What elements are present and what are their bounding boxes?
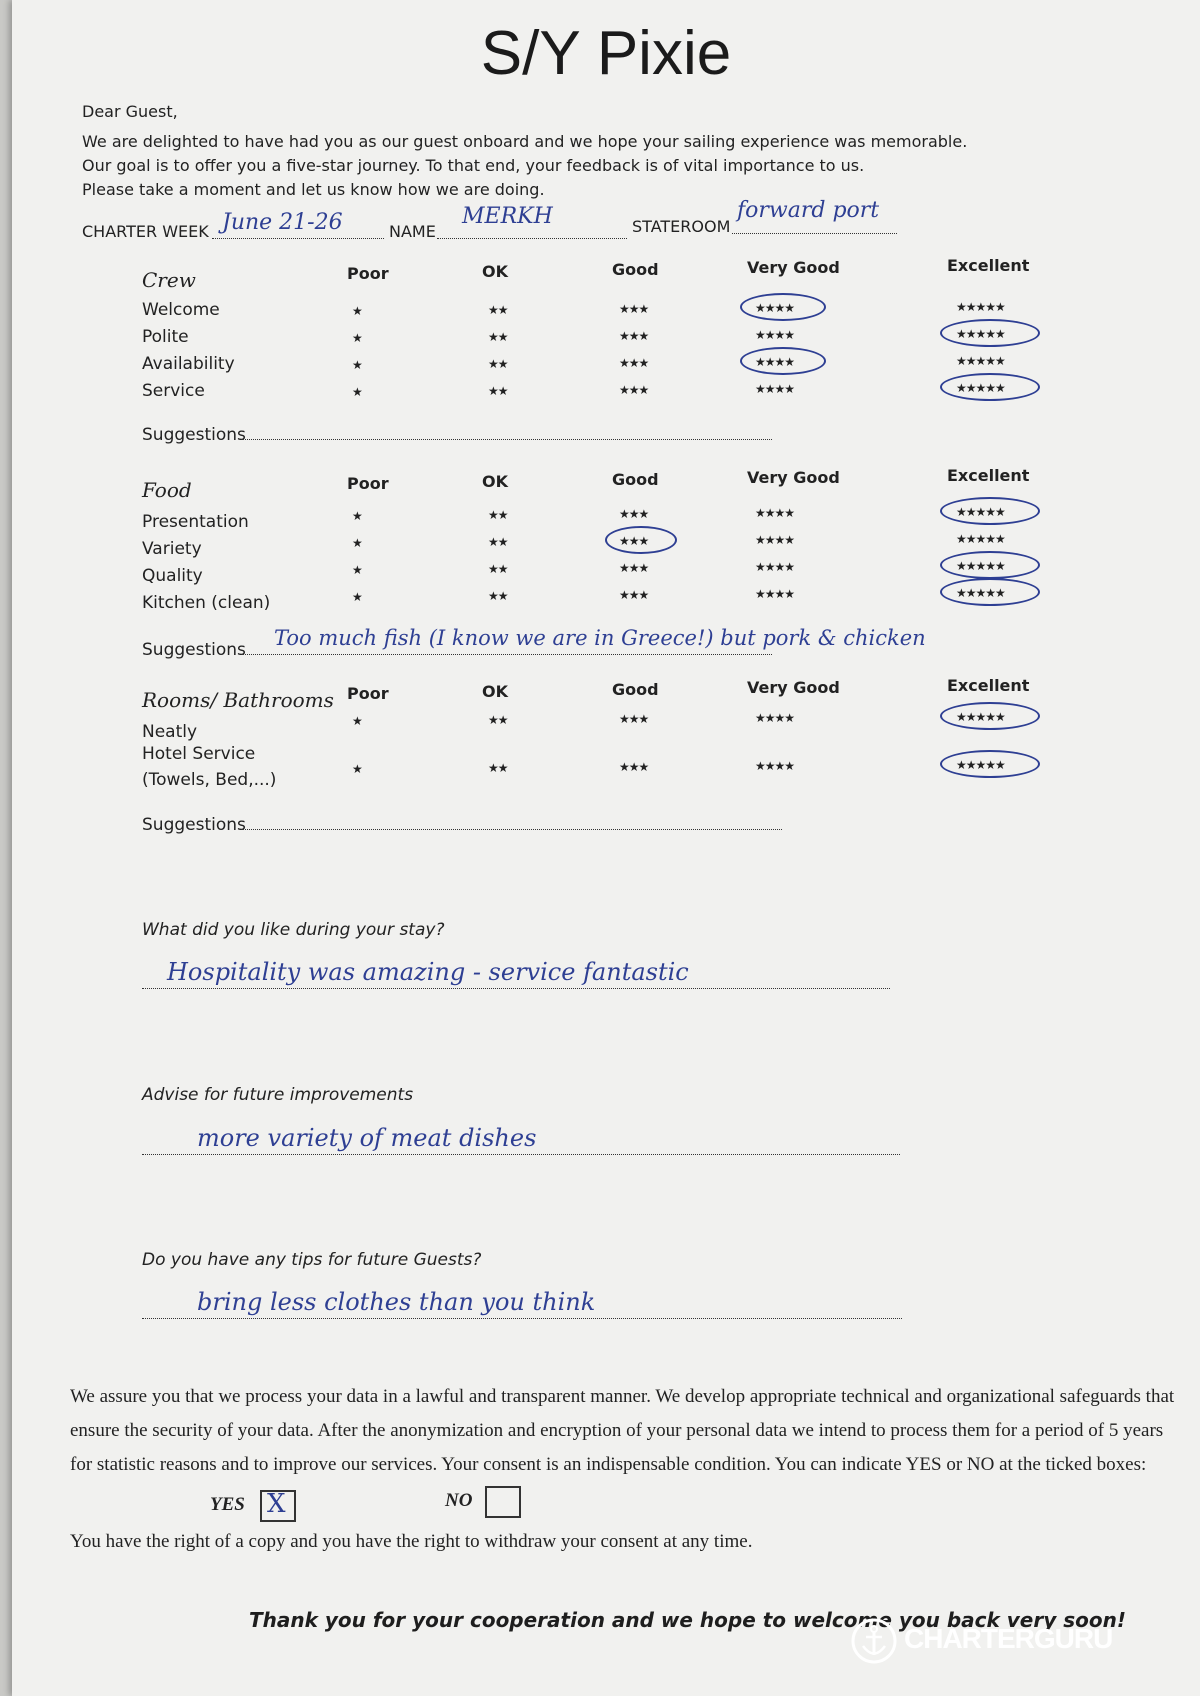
name-label: NAME — [389, 222, 436, 241]
rating-stars[interactable]: ★★★★★ — [956, 381, 1005, 395]
row-label: Variety — [142, 539, 202, 559]
yes-label: YES — [210, 1494, 245, 1515]
row-label: Presentation — [142, 512, 249, 532]
yes-check-mark: X — [267, 1489, 286, 1519]
suggestions-line-rooms — [242, 829, 782, 830]
charterguru-logo: CHARTERGURU — [904, 1623, 1113, 1654]
row-label: Hotel Service — [142, 744, 256, 764]
row-label: Polite — [142, 327, 189, 347]
tips-question: Do you have any tips for future Guests? — [142, 1250, 482, 1270]
rating-stars[interactable]: ★★★★★ — [956, 532, 1005, 546]
column-header-poor: Poor — [347, 264, 389, 283]
column-header-very-good: Very Good — [747, 678, 840, 697]
rating-stars[interactable]: ★★ — [488, 330, 508, 344]
rating-stars[interactable]: ★★★★★ — [956, 559, 1005, 573]
column-header-ok: OK — [482, 262, 508, 281]
rating-stars[interactable]: ★★ — [488, 384, 508, 398]
rating-stars[interactable]: ★★ — [488, 303, 508, 317]
selected-rating-circle — [940, 578, 1040, 606]
column-header-good: Good — [612, 260, 659, 279]
section-title-rooms: Rooms/ Bathrooms — [142, 688, 334, 712]
column-header-excellent: Excellent — [947, 466, 1030, 485]
selected-rating-circle — [940, 373, 1040, 401]
selected-rating-circle — [605, 526, 677, 554]
row-label: Service — [142, 381, 205, 401]
yes-checkbox[interactable] — [260, 1490, 296, 1522]
selected-rating-circle — [940, 551, 1040, 579]
rating-stars[interactable]: ★★★★ — [755, 711, 795, 725]
row-label: Kitchen (clean) — [142, 593, 271, 613]
no-checkbox[interactable] — [485, 1486, 521, 1518]
suggestions-label-crew: Suggestions — [142, 425, 246, 445]
column-header-ok: OK — [482, 682, 508, 701]
selected-rating-circle — [940, 497, 1040, 525]
suggestions-answer-food[interactable]: Too much fish (I know we are in Greece!) but pork & chicken — [274, 626, 926, 650]
section-title-food: Food — [142, 478, 192, 502]
rating-stars[interactable]: ★★★★★ — [956, 586, 1005, 600]
rating-stars[interactable]: ★★★★★ — [956, 710, 1005, 724]
rating-stars[interactable]: ★★★ — [619, 534, 649, 548]
rating-stars[interactable]: ★★ — [488, 357, 508, 371]
rating-stars[interactable]: ★★★ — [619, 760, 649, 774]
consent-line-3: for statistic reasons and to improve our services. Your consent is an indispensable condition. You can indicate YES or NO at the ticked boxes: — [70, 1454, 1147, 1475]
column-header-very-good: Very Good — [747, 258, 840, 277]
name-value[interactable]: MERKH — [462, 204, 553, 229]
rating-stars[interactable]: ★★★★★ — [956, 505, 1005, 519]
name-line — [437, 238, 627, 239]
liked-question: What did you like during your stay? — [142, 920, 445, 940]
rating-stars[interactable]: ★★ — [488, 508, 508, 522]
consent-rights: You have the right of a copy and you have the right to withdraw your consent at any time. — [70, 1531, 753, 1552]
suggestions-line-crew — [242, 439, 772, 440]
row-label: Availability — [142, 354, 235, 374]
improve-question: Advise for future improvements — [142, 1085, 414, 1105]
charter-week-value[interactable]: June 21-26 — [222, 210, 343, 235]
no-label: NO — [445, 1490, 473, 1511]
feedback-form-page — [12, 0, 1200, 1696]
rating-stars[interactable]: ★ — [352, 304, 362, 318]
rating-stars[interactable]: ★★★ — [619, 507, 649, 521]
rating-stars[interactable]: ★★★★ — [755, 560, 795, 574]
suggestions-line-food — [242, 654, 772, 655]
liked-answer[interactable]: Hospitality was amazing - service fantastic — [167, 958, 689, 986]
rating-stars[interactable]: ★★ — [488, 589, 508, 603]
column-header-excellent: Excellent — [947, 256, 1030, 275]
charter-week-line — [212, 238, 384, 239]
rating-stars[interactable]: ★★ — [488, 761, 508, 775]
rating-stars[interactable]: ★★★ — [619, 329, 649, 343]
intro-line-1: We are delighted to have had you as our guest onboard and we hope your sailing experience was memorable. — [82, 132, 968, 151]
row-label: Neatly — [142, 722, 198, 742]
rating-stars[interactable]: ★★★★ — [755, 382, 795, 396]
rating-stars[interactable]: ★★★★ — [755, 533, 795, 547]
selected-rating-circle — [740, 293, 826, 321]
rating-stars[interactable]: ★ — [352, 358, 362, 372]
rating-stars[interactable]: ★★★★ — [755, 587, 795, 601]
rating-stars[interactable]: ★★ — [488, 535, 508, 549]
rating-stars[interactable]: ★★★★ — [755, 506, 795, 520]
rating-stars[interactable]: ★★★★ — [755, 355, 795, 369]
yacht-title: S/Y Pixie — [480, 19, 732, 88]
consent-line-1: We assure you that we process your data in a lawful and transparent manner. We develop appropriate technical and organizational safeguards that — [70, 1386, 1175, 1407]
column-header-ok: OK — [482, 472, 508, 491]
stateroom-label: STATEROOM — [632, 217, 731, 236]
stateroom-line — [732, 233, 897, 234]
rating-stars[interactable]: ★ — [352, 509, 362, 523]
rating-stars[interactable]: ★ — [352, 714, 362, 728]
row-label: Welcome — [142, 300, 220, 320]
selected-rating-circle — [940, 702, 1040, 730]
rating-stars[interactable]: ★★★ — [619, 712, 649, 726]
thanks-message: Thank you for your cooperation and we hope to welcome you back very soon! — [249, 1608, 1126, 1632]
rating-stars[interactable]: ★★★★ — [755, 759, 795, 773]
liked-line — [142, 988, 890, 989]
rating-stars[interactable]: ★ — [352, 590, 362, 604]
rating-stars[interactable]: ★ — [352, 536, 362, 550]
greeting: Dear Guest, — [82, 102, 178, 121]
rating-stars[interactable]: ★★ — [488, 713, 508, 727]
consent-line-2: ensure the security of your data. After the anonymization and encryption of your personal data we intend to process them for a period of 5 years — [70, 1420, 1164, 1441]
section-title-crew: Crew — [142, 268, 196, 292]
column-header-good: Good — [612, 470, 659, 489]
column-header-poor: Poor — [347, 684, 389, 703]
rating-stars[interactable]: ★★★ — [619, 383, 649, 397]
improve-answer[interactable]: more variety of meat dishes — [197, 1124, 537, 1152]
charter-week-label: CHARTER WEEK — [82, 222, 209, 241]
suggestions-label-rooms: Suggestions — [142, 815, 246, 835]
column-header-very-good: Very Good — [747, 468, 840, 487]
rating-stars[interactable]: ★ — [352, 563, 362, 577]
rating-stars[interactable]: ★★★★★ — [956, 300, 1005, 314]
rating-stars[interactable]: ★★★★★ — [956, 354, 1005, 368]
tips-line — [142, 1318, 902, 1319]
rating-stars[interactable]: ★ — [352, 385, 362, 399]
intro-line-2: Our goal is to offer you a five-star journey. To that end, your feedback is of vital importance to us. — [82, 156, 865, 175]
rating-stars[interactable]: ★★★★★ — [956, 758, 1005, 772]
rating-stars[interactable]: ★ — [352, 331, 362, 345]
suggestions-label-food: Suggestions — [142, 640, 246, 660]
tips-answer[interactable]: bring less clothes than you think — [197, 1288, 596, 1316]
improve-line — [142, 1154, 900, 1155]
intro-line-3: Please take a moment and let us know how we are doing. — [82, 180, 545, 199]
column-header-excellent: Excellent — [947, 676, 1030, 695]
column-header-good: Good — [612, 680, 659, 699]
column-header-poor: Poor — [347, 474, 389, 493]
rating-stars[interactable]: ★★★ — [619, 588, 649, 602]
selected-rating-circle — [940, 750, 1040, 778]
stateroom-value[interactable]: forward port — [737, 198, 880, 223]
rating-stars[interactable]: ★★ — [488, 562, 508, 576]
rating-stars[interactable]: ★★★★★ — [956, 327, 1005, 341]
rating-stars[interactable]: ★★★★ — [755, 301, 795, 315]
rating-stars[interactable]: ★★★ — [619, 302, 649, 316]
rating-stars[interactable]: ★★★ — [619, 356, 649, 370]
selected-rating-circle — [940, 319, 1040, 347]
rating-stars[interactable]: ★ — [352, 762, 362, 776]
anchor-logo-icon — [850, 1617, 898, 1665]
row-label: (Towels, Bed,...) — [142, 770, 277, 790]
rating-stars[interactable]: ★★★ — [619, 561, 649, 575]
rating-stars[interactable]: ★★★★ — [755, 328, 795, 342]
row-label: Quality — [142, 566, 203, 586]
selected-rating-circle — [740, 347, 826, 375]
